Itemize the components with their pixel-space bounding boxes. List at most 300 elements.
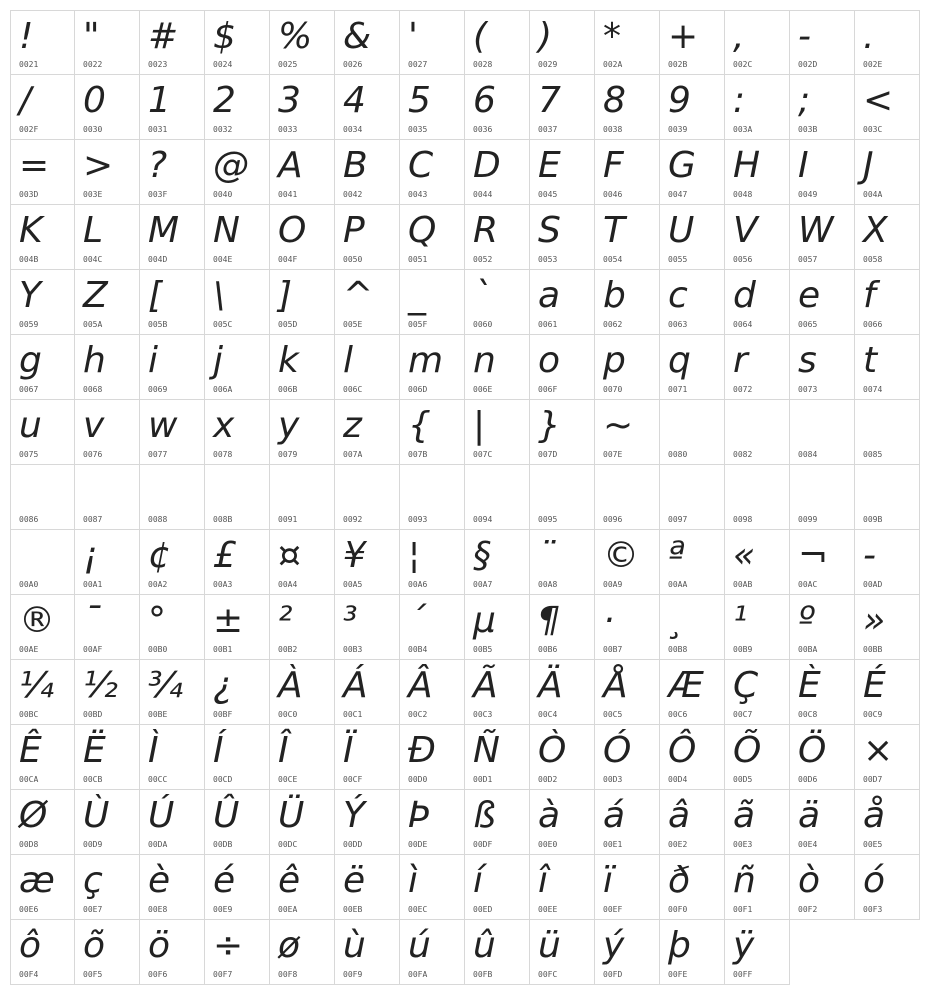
glyph-cell[interactable] — [530, 465, 595, 530]
glyph-cell[interactable] — [75, 660, 140, 725]
glyph-cell[interactable] — [205, 75, 270, 140]
glyph-cell[interactable] — [465, 790, 530, 855]
glyph-cell[interactable] — [10, 920, 75, 985]
glyph-codepoint: 0031 — [148, 125, 168, 134]
glyph-codepoint: 0055 — [668, 255, 688, 264]
glyph-cell[interactable] — [790, 140, 855, 205]
glyph-cell[interactable] — [790, 465, 855, 530]
glyph-codepoint: 00FF — [733, 970, 753, 979]
glyph-char: Ì — [148, 730, 159, 771]
glyph-char: [ — [148, 275, 163, 316]
glyph-cell[interactable] — [790, 400, 855, 465]
glyph-char: ø — [278, 925, 301, 966]
glyph-cell[interactable] — [75, 10, 140, 75]
glyph-cell[interactable] — [660, 205, 725, 270]
glyph-cell[interactable] — [400, 205, 465, 270]
glyph-char: u — [19, 405, 42, 446]
glyph-cell[interactable] — [465, 660, 530, 725]
glyph-cell[interactable] — [335, 790, 400, 855]
glyph-cell[interactable] — [205, 725, 270, 790]
glyph-cell[interactable] — [205, 595, 270, 660]
glyph-cell[interactable] — [335, 725, 400, 790]
glyph-char: ó — [863, 860, 886, 901]
glyph-codepoint: 0022 — [83, 60, 103, 69]
glyph-codepoint: 0074 — [863, 385, 883, 394]
glyph-char: D — [473, 145, 501, 186]
glyph-char: Ñ — [473, 730, 500, 771]
glyph-cell[interactable] — [790, 530, 855, 595]
glyph-cell[interactable] — [530, 10, 595, 75]
glyph-char: ; — [798, 80, 811, 121]
glyph-cell[interactable] — [335, 270, 400, 335]
glyph-cell[interactable] — [140, 75, 205, 140]
glyph-cell[interactable] — [855, 140, 920, 205]
glyph-char: ñ — [733, 860, 756, 901]
glyph-cell[interactable] — [75, 75, 140, 140]
glyph-cell[interactable] — [270, 595, 335, 660]
glyph-cell[interactable] — [855, 595, 920, 660]
glyph-cell[interactable] — [465, 75, 530, 140]
glyph-char: å — [863, 795, 886, 836]
glyph-cell[interactable] — [660, 920, 725, 985]
glyph-cell[interactable] — [595, 660, 660, 725]
glyph-codepoint: 00D4 — [668, 775, 688, 784]
glyph-cell[interactable] — [400, 140, 465, 205]
glyph-codepoint: 00AE — [19, 645, 39, 654]
glyph-cell[interactable] — [75, 205, 140, 270]
glyph-cell[interactable] — [725, 400, 790, 465]
glyph-cell[interactable] — [660, 725, 725, 790]
glyph-cell[interactable] — [75, 400, 140, 465]
glyph-cell[interactable] — [205, 855, 270, 920]
glyph-codepoint: 00C9 — [863, 710, 883, 719]
glyph-cell[interactable] — [205, 660, 270, 725]
glyph-char: ³ — [343, 600, 358, 641]
glyph-cell[interactable] — [530, 270, 595, 335]
glyph-cell[interactable] — [530, 790, 595, 855]
glyph-codepoint: 00AD — [863, 580, 883, 589]
glyph-cell[interactable] — [205, 790, 270, 855]
glyph-cell[interactable] — [270, 920, 335, 985]
glyph-cell[interactable] — [205, 270, 270, 335]
glyph-cell[interactable] — [595, 205, 660, 270]
glyph-char: ª — [668, 535, 685, 576]
glyph-cell[interactable] — [75, 140, 140, 205]
glyph-cell[interactable] — [270, 140, 335, 205]
glyph-cell[interactable] — [725, 530, 790, 595]
glyph-char: \ — [213, 275, 226, 316]
glyph-cell[interactable] — [530, 660, 595, 725]
glyph-char: T — [603, 210, 625, 251]
glyph-cell[interactable] — [10, 790, 75, 855]
glyph-cell[interactable] — [530, 400, 595, 465]
glyph-cell[interactable] — [75, 920, 140, 985]
glyph-cell[interactable] — [10, 400, 75, 465]
glyph-cell[interactable] — [530, 140, 595, 205]
glyph-codepoint: 00E7 — [83, 905, 103, 914]
glyph-cell[interactable] — [140, 335, 205, 400]
glyph-cell[interactable] — [660, 790, 725, 855]
glyph-cell[interactable] — [400, 400, 465, 465]
glyph-cell[interactable] — [725, 465, 790, 530]
glyph-codepoint: 007A — [343, 450, 363, 459]
glyph-cell[interactable] — [400, 855, 465, 920]
glyph-cell[interactable] — [75, 465, 140, 530]
glyph-cell[interactable] — [465, 725, 530, 790]
glyph-codepoint: 00B8 — [668, 645, 688, 654]
glyph-cell[interactable] — [790, 335, 855, 400]
glyph-cell[interactable] — [725, 660, 790, 725]
glyph-codepoint: 00E1 — [603, 840, 623, 849]
glyph-cell[interactable] — [10, 75, 75, 140]
glyph-cell[interactable] — [465, 335, 530, 400]
glyph-cell[interactable] — [595, 790, 660, 855]
glyph-cell[interactable] — [75, 270, 140, 335]
glyph-cell[interactable] — [660, 270, 725, 335]
glyph-cell[interactable] — [270, 270, 335, 335]
glyph-cell[interactable] — [400, 10, 465, 75]
glyph-codepoint: 00A4 — [278, 580, 298, 589]
glyph-cell[interactable] — [595, 855, 660, 920]
glyph-codepoint: 0047 — [668, 190, 688, 199]
glyph-cell[interactable] — [725, 855, 790, 920]
glyph-cell[interactable] — [400, 595, 465, 660]
glyph-cell[interactable] — [335, 465, 400, 530]
glyph-codepoint: 0095 — [538, 515, 558, 524]
glyph-cell[interactable] — [725, 75, 790, 140]
glyph-codepoint: 0033 — [278, 125, 298, 134]
glyph-cell[interactable] — [660, 530, 725, 595]
glyph-char: 1 — [148, 80, 171, 121]
glyph-cell[interactable] — [400, 75, 465, 140]
glyph-codepoint: 0051 — [408, 255, 428, 264]
glyph-cell[interactable] — [140, 205, 205, 270]
glyph-char: ¿ — [213, 665, 233, 706]
glyph-cell[interactable] — [855, 335, 920, 400]
glyph-cell[interactable] — [75, 530, 140, 595]
glyph-cell[interactable] — [270, 205, 335, 270]
glyph-char: £ — [213, 535, 236, 576]
glyph-cell[interactable] — [400, 660, 465, 725]
glyph-cell[interactable] — [140, 920, 205, 985]
glyph-codepoint: 0073 — [798, 385, 818, 394]
glyph-cell[interactable] — [10, 660, 75, 725]
glyph-cell[interactable] — [465, 530, 530, 595]
glyph-cell[interactable] — [790, 10, 855, 75]
glyph-cell[interactable] — [400, 920, 465, 985]
glyph-cell[interactable] — [595, 920, 660, 985]
glyph-char: ë — [343, 860, 366, 901]
glyph-cell[interactable] — [855, 205, 920, 270]
glyph-codepoint: 0072 — [733, 385, 753, 394]
glyph-cell[interactable] — [855, 725, 920, 790]
glyph-char: h — [83, 340, 106, 381]
glyph-cell[interactable] — [530, 595, 595, 660]
glyph-char: a — [538, 275, 561, 316]
glyph-cell[interactable] — [270, 400, 335, 465]
glyph-cell[interactable] — [335, 400, 400, 465]
glyph-cell[interactable] — [10, 530, 75, 595]
glyph-char: e — [798, 275, 821, 316]
glyph-cell[interactable] — [140, 400, 205, 465]
glyph-cell[interactable] — [400, 530, 465, 595]
glyph-codepoint: 0039 — [668, 125, 688, 134]
glyph-cell[interactable] — [205, 335, 270, 400]
glyph-cell[interactable] — [725, 335, 790, 400]
glyph-cell[interactable] — [465, 855, 530, 920]
glyph-char: ù — [343, 925, 366, 966]
glyph-cell[interactable] — [595, 270, 660, 335]
glyph-cell[interactable] — [790, 270, 855, 335]
glyph-cell[interactable] — [595, 465, 660, 530]
glyph-cell[interactable] — [595, 530, 660, 595]
glyph-cell[interactable] — [335, 660, 400, 725]
glyph-cell[interactable] — [335, 10, 400, 75]
glyph-cell[interactable] — [10, 465, 75, 530]
glyph-cell[interactable] — [660, 400, 725, 465]
glyph-char: E — [538, 145, 561, 186]
glyph-cell[interactable] — [725, 595, 790, 660]
glyph-cell[interactable] — [595, 75, 660, 140]
glyph-cell[interactable] — [530, 205, 595, 270]
glyph-cell[interactable] — [75, 855, 140, 920]
glyph-cell[interactable] — [725, 790, 790, 855]
glyph-cell[interactable] — [855, 10, 920, 75]
glyph-cell[interactable] — [790, 660, 855, 725]
glyph-cell[interactable] — [725, 725, 790, 790]
glyph-cell[interactable] — [75, 790, 140, 855]
glyph-cell[interactable] — [10, 270, 75, 335]
glyph-char: X — [863, 210, 888, 251]
glyph-cell[interactable] — [465, 920, 530, 985]
glyph-cell[interactable] — [335, 920, 400, 985]
glyph-cell[interactable] — [465, 140, 530, 205]
glyph-cell[interactable] — [75, 335, 140, 400]
glyph-char: ) — [538, 16, 553, 57]
glyph-cell[interactable] — [855, 660, 920, 725]
glyph-char: í — [473, 860, 484, 901]
glyph-char: H — [733, 145, 761, 186]
glyph-cell[interactable] — [465, 400, 530, 465]
glyph-cell[interactable] — [140, 270, 205, 335]
glyph-cell[interactable] — [660, 855, 725, 920]
glyph-cell[interactable] — [465, 205, 530, 270]
glyph-cell[interactable] — [725, 270, 790, 335]
glyph-cell[interactable] — [855, 530, 920, 595]
glyph-cell[interactable] — [595, 10, 660, 75]
glyph-cell[interactable] — [205, 465, 270, 530]
glyph-cell[interactable] — [140, 140, 205, 205]
glyph-cell[interactable] — [660, 660, 725, 725]
glyph-codepoint: 0030 — [83, 125, 103, 134]
glyph-cell[interactable] — [140, 660, 205, 725]
glyph-codepoint: 0027 — [408, 60, 428, 69]
glyph-cell[interactable] — [140, 790, 205, 855]
glyph-cell[interactable] — [205, 920, 270, 985]
glyph-cell[interactable] — [335, 855, 400, 920]
glyph-cell[interactable] — [530, 855, 595, 920]
glyph-codepoint: 00FA — [408, 970, 428, 979]
glyph-char: ' — [408, 16, 418, 57]
glyph-char: | — [473, 405, 486, 446]
glyph-codepoint: 004B — [19, 255, 39, 264]
glyph-char: 2 — [213, 80, 236, 121]
glyph-cell[interactable] — [140, 855, 205, 920]
glyph-cell[interactable] — [790, 595, 855, 660]
glyph-cell[interactable] — [660, 465, 725, 530]
glyph-cell[interactable] — [270, 335, 335, 400]
glyph-cell[interactable] — [725, 140, 790, 205]
glyph-cell[interactable] — [10, 205, 75, 270]
glyph-cell[interactable] — [270, 790, 335, 855]
glyph-cell[interactable] — [10, 140, 75, 205]
glyph-codepoint: 00E8 — [148, 905, 168, 914]
glyph-char: é — [213, 860, 236, 901]
glyph-char: B — [343, 145, 368, 186]
glyph-codepoint: 00D2 — [538, 775, 558, 784]
glyph-codepoint: 0094 — [473, 515, 493, 524]
glyph-cell[interactable] — [400, 335, 465, 400]
glyph-cell[interactable] — [595, 140, 660, 205]
glyph-char: r — [733, 340, 748, 381]
glyph-cell[interactable] — [10, 10, 75, 75]
glyph-cell[interactable] — [855, 270, 920, 335]
glyph-cell[interactable] — [205, 140, 270, 205]
glyph-cell[interactable] — [400, 725, 465, 790]
glyph-cell[interactable] — [270, 530, 335, 595]
glyph-char: 7 — [538, 80, 561, 121]
glyph-cell[interactable] — [140, 465, 205, 530]
glyph-cell[interactable] — [335, 75, 400, 140]
glyph-cell[interactable] — [335, 205, 400, 270]
glyph-char: 8 — [603, 80, 626, 121]
glyph-cell[interactable] — [595, 335, 660, 400]
glyph-cell[interactable] — [530, 75, 595, 140]
glyph-char: ¸ — [668, 600, 686, 641]
glyph-char: : — [733, 80, 746, 121]
glyph-codepoint: 00DF — [473, 840, 493, 849]
glyph-cell[interactable] — [335, 530, 400, 595]
glyph-cell[interactable] — [10, 855, 75, 920]
glyph-codepoint: 00C0 — [278, 710, 298, 719]
glyph-cell[interactable] — [10, 335, 75, 400]
glyph-codepoint: 0025 — [278, 60, 298, 69]
glyph-cell[interactable] — [530, 335, 595, 400]
glyph-cell[interactable] — [140, 725, 205, 790]
glyph-char: Ø — [19, 795, 48, 836]
glyph-codepoint: 002D — [798, 60, 818, 69]
glyph-cell[interactable] — [855, 400, 920, 465]
glyph-cell[interactable] — [465, 270, 530, 335]
glyph-cell[interactable] — [270, 855, 335, 920]
glyph-cell[interactable] — [400, 790, 465, 855]
glyph-codepoint: 00EF — [603, 905, 623, 914]
glyph-cell[interactable] — [400, 465, 465, 530]
glyph-cell[interactable] — [140, 530, 205, 595]
glyph-cell[interactable] — [205, 530, 270, 595]
glyph-char: þ — [668, 925, 691, 966]
glyph-cell[interactable] — [205, 10, 270, 75]
glyph-cell[interactable] — [400, 270, 465, 335]
glyph-cell[interactable] — [205, 400, 270, 465]
glyph-cell[interactable] — [465, 10, 530, 75]
glyph-codepoint: 0023 — [148, 60, 168, 69]
glyph-cell[interactable] — [660, 140, 725, 205]
glyph-cell[interactable] — [725, 10, 790, 75]
glyph-cell[interactable] — [660, 335, 725, 400]
glyph-cell[interactable] — [790, 205, 855, 270]
glyph-cell[interactable] — [465, 595, 530, 660]
glyph-cell[interactable] — [725, 205, 790, 270]
glyph-codepoint: 005E — [343, 320, 363, 329]
glyph-char: } — [538, 405, 561, 446]
glyph-cell[interactable] — [10, 595, 75, 660]
glyph-cell[interactable] — [790, 855, 855, 920]
glyph-char: Î — [278, 730, 289, 771]
glyph-cell[interactable] — [140, 595, 205, 660]
glyph-char: Ô — [668, 730, 697, 771]
glyph-cell[interactable] — [660, 595, 725, 660]
glyph-cell[interactable] — [335, 335, 400, 400]
glyph-cell[interactable] — [270, 10, 335, 75]
glyph-cell[interactable] — [790, 790, 855, 855]
glyph-cell[interactable] — [10, 725, 75, 790]
glyph-cell[interactable] — [855, 465, 920, 530]
glyph-cell[interactable] — [660, 75, 725, 140]
glyph-char: ¨ — [538, 535, 556, 576]
glyph-cell[interactable] — [855, 790, 920, 855]
glyph-cell[interactable] — [270, 75, 335, 140]
glyph-char: Ã — [473, 665, 498, 706]
glyph-char: ¶ — [538, 600, 561, 641]
glyph-codepoint: 006C — [343, 385, 363, 394]
glyph-cell[interactable] — [140, 10, 205, 75]
glyph-char: Í — [213, 730, 224, 771]
glyph-cell[interactable] — [270, 465, 335, 530]
glyph-codepoint: 00A7 — [473, 580, 493, 589]
glyph-cell[interactable] — [660, 10, 725, 75]
glyph-char: · — [603, 600, 615, 641]
glyph-codepoint: 00E2 — [668, 840, 688, 849]
glyph-char: " — [83, 16, 100, 57]
glyph-cell[interactable] — [855, 75, 920, 140]
glyph-char: p — [603, 340, 626, 381]
glyph-cell[interactable] — [270, 660, 335, 725]
glyph-char: M — [148, 210, 180, 251]
glyph-cell[interactable] — [595, 400, 660, 465]
glyph-codepoint: 00F8 — [278, 970, 298, 979]
glyph-codepoint: 0050 — [343, 255, 363, 264]
glyph-codepoint: 007B — [408, 450, 428, 459]
glyph-cell[interactable] — [270, 725, 335, 790]
glyph-cell[interactable] — [790, 725, 855, 790]
glyph-codepoint: 0037 — [538, 125, 558, 134]
glyph-cell[interactable] — [530, 920, 595, 985]
glyph-cell[interactable] — [335, 140, 400, 205]
glyph-cell[interactable] — [75, 595, 140, 660]
glyph-cell[interactable] — [465, 465, 530, 530]
glyph-cell[interactable] — [205, 205, 270, 270]
glyph-cell[interactable] — [855, 855, 920, 920]
glyph-cell[interactable] — [530, 725, 595, 790]
glyph-cell[interactable] — [595, 595, 660, 660]
glyph-cell[interactable] — [725, 920, 790, 985]
glyph-cell[interactable] — [75, 725, 140, 790]
glyph-cell[interactable] — [335, 595, 400, 660]
glyph-cell[interactable] — [595, 725, 660, 790]
glyph-cell[interactable] — [790, 75, 855, 140]
glyph-cell[interactable] — [530, 530, 595, 595]
